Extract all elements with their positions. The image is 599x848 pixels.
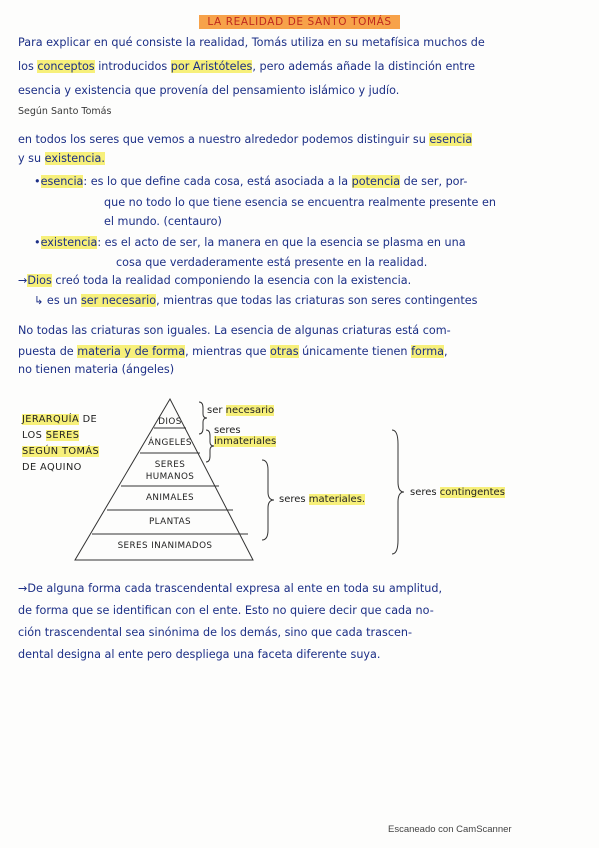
intro-text: los	[18, 60, 38, 73]
scanner-watermark: Escaneado con CamScanner	[388, 824, 512, 835]
intro-text: introducidos	[94, 60, 171, 73]
label-ser-necesario	[207, 405, 274, 416]
hierarchy-highlight: JERARQUÍA	[22, 414, 80, 425]
label-seres-inmateriales	[214, 425, 276, 447]
side-highlight: materiales.	[308, 494, 366, 505]
trascendental-line-2: de forma que se identifican con el ente. Esto no quiere decir que cada no-	[18, 604, 434, 617]
arrow: →	[18, 274, 28, 287]
term-esencia: esencia	[40, 175, 84, 188]
bullet: •	[34, 236, 41, 249]
intro-line-3: esencia y existencia que provenía del pensamiento islámico y judío.	[18, 84, 400, 97]
existencia-text: : es el acto de ser, la manera en que la esencia se plasma en una	[97, 236, 466, 249]
trascendental-line-1: →De alguna forma cada trascendental expresa al ente en toda su amplitud,	[18, 582, 443, 595]
pyramid-level-dios: DIOS	[158, 417, 182, 427]
dios-text: es un	[43, 294, 81, 307]
intro-text: , pero además añade la distinción entre	[252, 60, 476, 73]
dios-text: , mientras que todas las criaturas son seres contingentes	[156, 294, 478, 307]
criaturas-text: únicamente tienen	[298, 345, 412, 358]
criaturas-text: , mientras que	[185, 345, 271, 358]
criaturas-text: puesta de	[18, 345, 78, 358]
criaturas-line-3: no tienen materia (ángeles)	[18, 363, 175, 376]
side-text: seres	[410, 487, 440, 498]
sub-arrow: ↳	[34, 294, 44, 307]
seres-text: en todos los seres que vemos a nuestro alrededor podemos distinguir su	[18, 133, 430, 146]
term-existencia: existencia	[40, 236, 98, 249]
criaturas-text: ,	[444, 345, 448, 358]
brace-materiales	[262, 460, 274, 540]
seres-text: y su	[18, 152, 45, 165]
hierarchy-text: LOS	[22, 430, 46, 441]
trascendental-line-3: ción trascendental sea sinónima de los demás, sino que cada trascen-	[18, 626, 412, 639]
side-text: seres	[214, 425, 241, 436]
highlight-conceptos: conceptos	[37, 60, 95, 73]
hierarchy-text: DE	[79, 414, 98, 425]
side-highlight: inmateriales	[214, 436, 277, 447]
hierarchy-line-4: DE AQUINO	[22, 462, 82, 473]
esencia-line-3: el mundo. (centauro)	[104, 215, 222, 228]
hierarchy-highlight: SERES	[45, 430, 80, 441]
pyramid-level-inanimados: SERES INANIMADOS	[117, 541, 213, 551]
side-text: ser	[207, 405, 226, 416]
trascendental-line-4: dental designa al ente pero despliega una faceta diferente suya.	[18, 648, 381, 661]
segun-label: Según Santo Tomás	[18, 106, 112, 117]
intro-line-1: Para explicar en qué consiste la realidad, Tomás utiliza en su metafísica muchos de	[18, 36, 485, 49]
dios-text: creó toda la realidad componiendo la esencia con la existencia.	[51, 274, 412, 287]
side-highlight: contingentes	[439, 487, 505, 498]
highlight-existencia: existencia.	[44, 152, 105, 165]
bullet: •	[34, 175, 41, 188]
existencia-line-2: cosa que verdaderamente está presente en la realidad.	[116, 256, 428, 269]
brace-necesario	[199, 402, 207, 434]
brace-contingentes	[392, 430, 404, 554]
hierarchy-highlight: SEGÚN TOMÁS	[22, 446, 100, 457]
highlight-aristoteles: por Aristóteles	[170, 60, 253, 73]
page-title: LA REALIDAD DE SANTO TOMÁS	[199, 15, 399, 29]
esencia-line-2: que no todo lo que tiene esencia se encuentra realmente presente en	[104, 196, 496, 209]
criaturas-line-1: No todas las criaturas son iguales. La esencia de algunas criaturas está com-	[18, 324, 451, 337]
label-seres-materiales	[279, 494, 365, 505]
highlight-materia-forma: materia y de forma	[77, 345, 186, 358]
pyramid-level-angeles: ÁNGELES	[148, 438, 192, 448]
highlight-otras: otras	[270, 345, 299, 358]
label-seres-contingentes	[410, 487, 505, 498]
highlight-esencia: esencia	[429, 133, 473, 146]
pyramid-level-animales: ANIMALES	[145, 493, 195, 503]
pyramid-level-humanos: SERES HUMANOS	[145, 460, 195, 482]
highlight-ser-necesario: ser necesario	[80, 294, 157, 307]
esencia-text: de ser, por-	[400, 175, 468, 188]
side-highlight: necesario	[225, 405, 275, 416]
side-text: seres	[279, 494, 309, 505]
esencia-text: : es lo que define cada cosa, está asociada a la	[83, 175, 352, 188]
highlight-potencia: potencia	[351, 175, 401, 188]
term-dios: Dios	[27, 274, 52, 287]
pyramid-level-plantas: PLANTAS	[148, 517, 192, 527]
highlight-forma: forma	[411, 345, 445, 358]
brace-inmateriales	[206, 430, 214, 462]
